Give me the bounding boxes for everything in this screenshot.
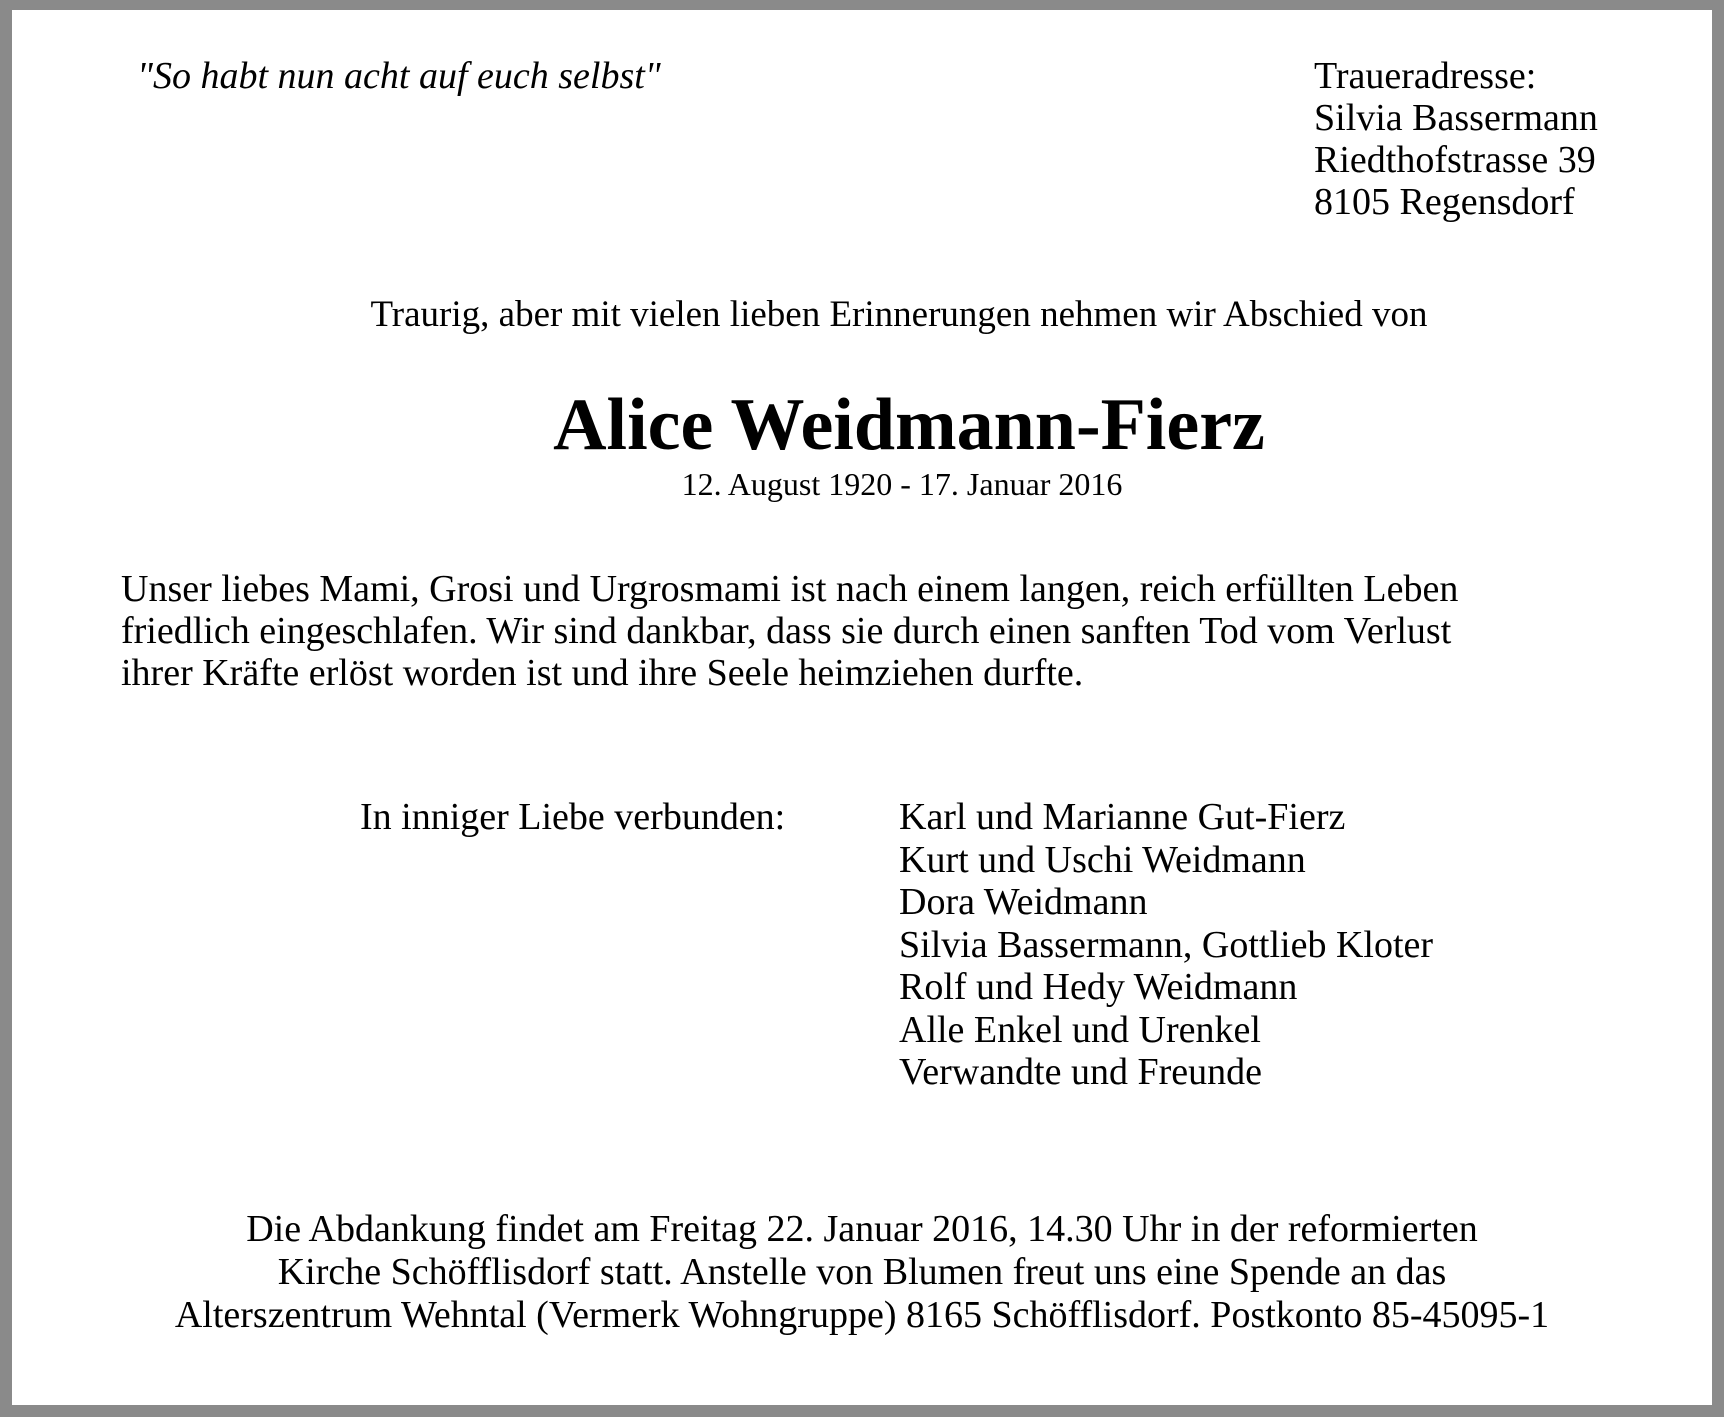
motto-quote: "So habt nun acht auf euch selbst" [137, 55, 661, 97]
obituary-page [12, 10, 1712, 1405]
deceased-name: Alice Weidmann-Fierz [553, 384, 1265, 466]
footer-line: Kirche Schöfflisdorf statt. Anstelle von Blumen freut uns eine Spende an das [277, 1251, 1447, 1293]
address-line: 8105 Regensdorf [1314, 181, 1575, 223]
address-line: Riedthofstrasse 39 [1314, 139, 1596, 181]
footer-line: Die Abdankung findet am Freitag 22. Januar 2016, 14.30 Uhr in der reformierten [246, 1208, 1478, 1250]
life-dates: 12. August 1920 - 17. Januar 2016 [681, 466, 1123, 502]
body-line: Unser liebes Mami, Grosi und Urgrosmami ist nach einem langen, reich erfüllten Leben [121, 568, 1459, 610]
body-line: friedlich eingeschlafen. Wir sind dankbar, dass sie durch einen sanften Tod vom Verlust [121, 610, 1452, 652]
address-line: Silvia Bassermann [1314, 97, 1598, 139]
body-line: ihrer Kräfte erlöst worden ist und ihre Seele heimziehen durfte. [121, 652, 1084, 694]
mourner-name: Alle Enkel und Urenkel [899, 1008, 1261, 1051]
mourner-name: Silvia Bassermann, Gottlieb Kloter [899, 923, 1434, 966]
mourner-name: Kurt und Uschi Weidmann [899, 838, 1306, 881]
mourners-label: In inniger Liebe verbunden: [360, 796, 786, 838]
mourning-address [1314, 55, 1598, 223]
mourner-name: Rolf und Hedy Weidmann [899, 966, 1298, 1008]
address-heading: Traueradresse: [1314, 55, 1537, 97]
intro-text: Traurig, aber mit vielen lieben Erinnerungen nehmen wir Abschied von [370, 294, 1428, 335]
mourner-name: Verwandte und Freunde [899, 1051, 1263, 1093]
obituary-body [121, 568, 1458, 694]
mourners-list [899, 796, 1433, 1094]
footer-line: Alterszentrum Wehntal (Vermerk Wohngruppe) 8165 Schöfflisdorf. Postkonto 85-45095-1 [174, 1294, 1550, 1336]
funeral-notice [12, 1208, 1712, 1337]
mourner-name: Dora Weidmann [899, 881, 1148, 923]
mourner-name: Karl und Marianne Gut-Fierz [899, 796, 1346, 838]
